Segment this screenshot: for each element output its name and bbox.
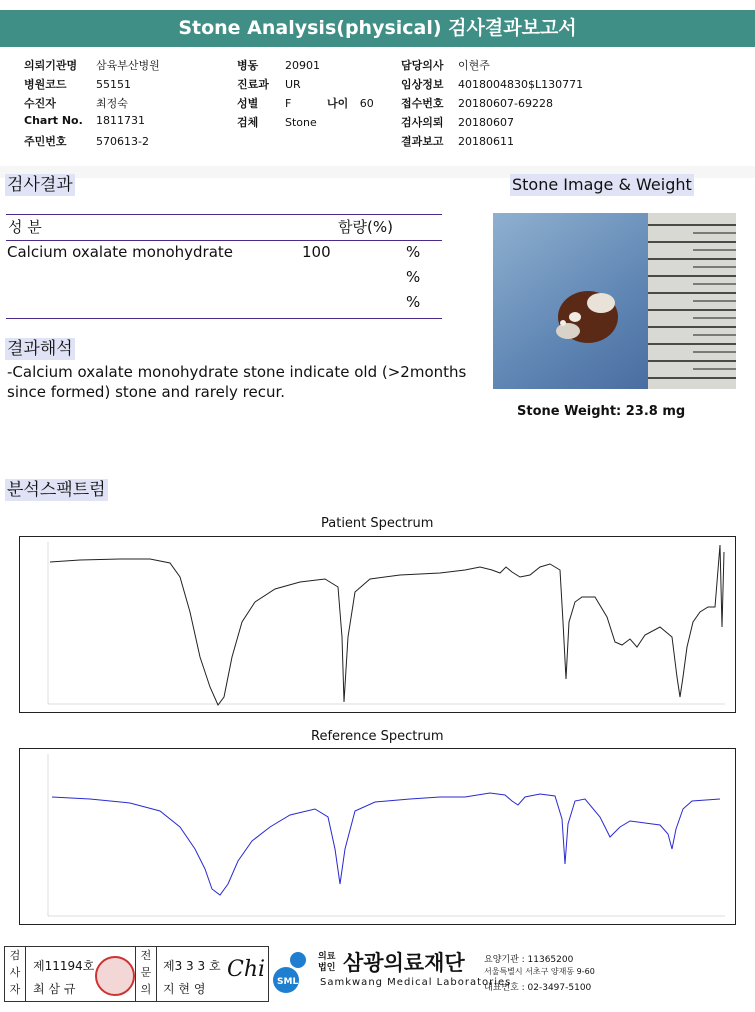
component-column-header: 성 분: [8, 218, 42, 236]
info-row: [24, 133, 160, 152]
info-value: 4018004830$L130771: [458, 78, 584, 91]
stone-heading: Stone Image & Weight: [512, 175, 692, 194]
amount-column-header: 함량(%): [338, 218, 393, 236]
info-row: [24, 114, 160, 133]
info-row: [237, 95, 320, 114]
reference-spectrum-line: [52, 793, 720, 895]
result-row: [6, 268, 442, 293]
patient-spectrum-title: Patient Spectrum: [321, 516, 434, 531]
info-label: 진료과: [237, 78, 269, 91]
result-unit: %: [406, 243, 421, 261]
info-value: 1811731: [96, 114, 145, 127]
interpretation-line-1: -Calcium oxalate monohydrate stone indicate old (>2months: [7, 363, 467, 381]
info-label: 임상정보: [401, 78, 444, 91]
info-value: UR: [285, 78, 301, 91]
signature: Chi: [227, 957, 266, 982]
patient-spectrum-line: [50, 545, 724, 705]
age-field: [327, 95, 374, 111]
org-name: 삼광의료재단: [343, 951, 465, 975]
info-row: [24, 76, 160, 95]
info-label: 검체: [237, 116, 259, 129]
inspector-vertical-label: 검 사 자: [5, 947, 26, 1001]
reference-spectrum-title: Reference Spectrum: [311, 729, 444, 744]
info-value: 20180607: [458, 116, 514, 129]
age-label: 나이: [327, 97, 349, 110]
info-value: 570613-2: [96, 135, 149, 148]
info-column-2: [237, 57, 320, 133]
info-row: [401, 114, 583, 133]
info-value: 55151: [96, 78, 131, 91]
info-label: 주민번호: [24, 135, 67, 148]
table-header-rule: [6, 240, 442, 241]
info-label: 병동: [237, 59, 259, 72]
interpretation-heading: 결과해석: [7, 339, 73, 359]
specialist-name: 지 현 영: [163, 982, 206, 996]
info-row: [237, 114, 320, 133]
info-label: 결과보고: [401, 135, 444, 148]
inspector-name: 최 삼 규: [33, 982, 76, 996]
result-row: [6, 293, 442, 318]
interpretation-line-2: since formed) stone and rarely recur.: [7, 383, 286, 401]
signature-box: [4, 946, 269, 1002]
address: 서울특별시 서초구 양재동 9-60: [484, 967, 595, 976]
info-value: Stone: [285, 116, 317, 129]
info-row: [24, 57, 160, 76]
result-component: Calcium oxalate monohydrate: [7, 243, 234, 261]
info-label: 검사의뢰: [401, 116, 444, 129]
info-value: 20180607-69228: [458, 97, 553, 110]
info-row: [401, 57, 583, 76]
stone-weight: Stone Weight: 23.8 mg: [517, 404, 686, 419]
info-row: [401, 76, 583, 95]
info-value: F: [285, 97, 292, 110]
info-label: 접수번호: [401, 97, 444, 110]
result-amount: 100: [302, 243, 331, 261]
results-table-body: [6, 243, 442, 318]
stone-photo: [493, 213, 736, 389]
table-top-rule: [6, 214, 442, 215]
info-label: 성별: [237, 97, 259, 110]
info-value: 20180611: [458, 135, 514, 148]
spectrum-heading: 분석스팩트럼: [7, 480, 106, 500]
info-label: 수진자: [24, 97, 56, 110]
result-row: [6, 243, 442, 268]
info-value: 20901: [285, 59, 320, 72]
sml-logo-icon: [272, 950, 314, 996]
info-label: 의뢰기관명: [24, 59, 78, 72]
svg-text:SML: SML: [277, 977, 299, 987]
reference-spectrum-chart: [19, 748, 736, 925]
result-unit: %: [406, 293, 421, 311]
report-title: Stone Analysis(physical) 검사결과보고서: [0, 10, 755, 47]
info-label: Chart No.: [24, 114, 83, 127]
info-row: [237, 57, 320, 76]
info-value: 최정숙: [96, 97, 128, 110]
info-value: 이현주: [458, 59, 490, 72]
inspector-seal-icon: [95, 956, 135, 996]
result-unit: %: [406, 268, 421, 286]
patient-spectrum-chart: [19, 536, 736, 713]
specialist-vertical-label: 전 문 의: [135, 947, 157, 1001]
info-row: [401, 133, 583, 152]
info-label: 담당의사: [401, 59, 444, 72]
info-row: [401, 95, 583, 114]
info-label: 병원코드: [24, 78, 67, 91]
results-heading: 검사결과: [7, 175, 73, 195]
info-column-1: [24, 57, 160, 152]
inspector-license-no: 제11194호: [33, 959, 95, 973]
info-value: 삼육부산병원: [96, 59, 160, 72]
specialist-license-no: 제3 3 3 호: [163, 959, 221, 973]
age-value: 60: [359, 97, 374, 110]
info-row: [237, 76, 320, 95]
org-english-name: Samkwang Medical Laboratories: [320, 977, 512, 988]
institution-code: 요양기관 : 11365200: [484, 955, 574, 965]
corp-label: 의료 법인: [318, 952, 336, 973]
phone: 대표번호 : 02-3497-5100: [484, 983, 592, 993]
table-bottom-rule: [6, 318, 442, 319]
info-column-3: [401, 57, 583, 152]
info-row: [24, 95, 160, 114]
